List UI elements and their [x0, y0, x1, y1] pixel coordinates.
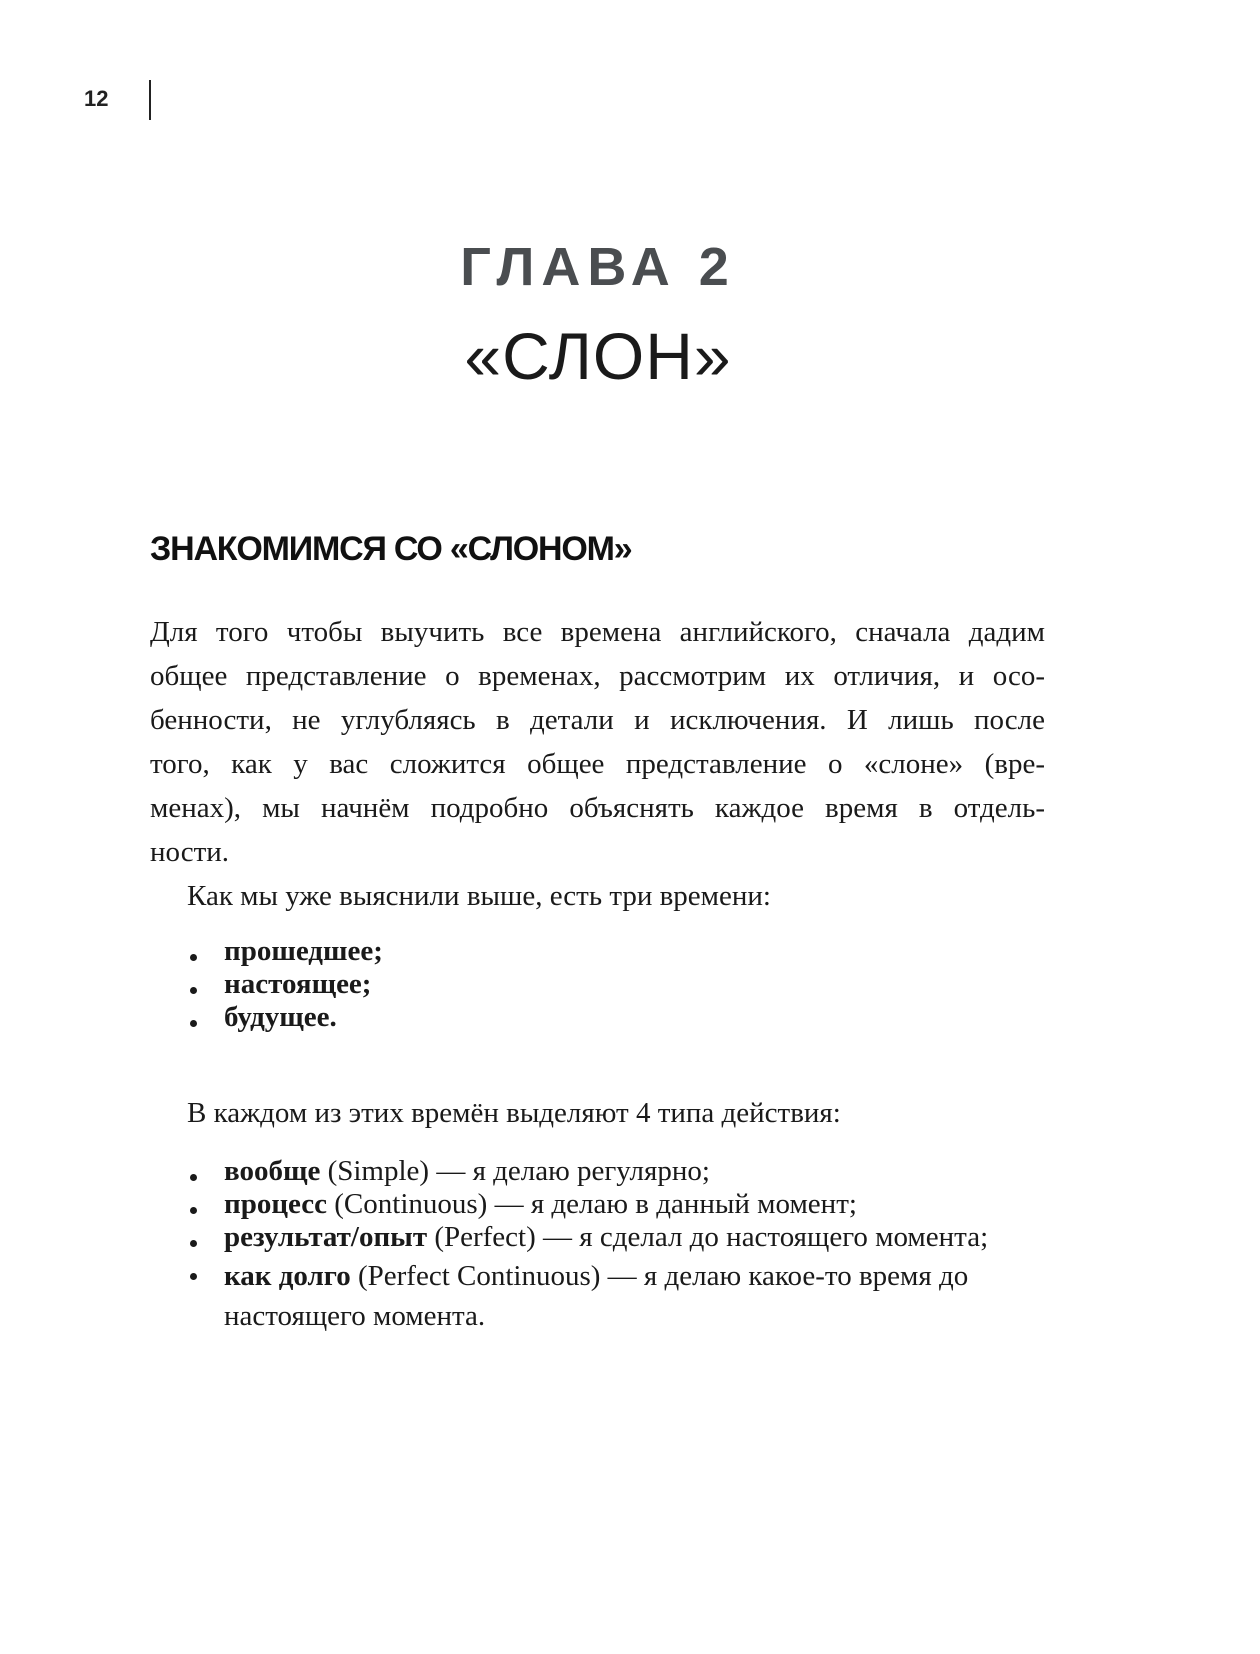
type-description: (Simple) — я делаю регулярно; — [320, 1155, 710, 1187]
header-divider — [149, 80, 151, 120]
type-term: результат/опыт — [224, 1221, 428, 1253]
type-term: процесс — [224, 1188, 328, 1220]
paragraph-line: Для того чтобы выучить все времена английского, сначала дадим — [150, 616, 1045, 648]
list-item — [150, 1221, 1050, 1254]
paragraph-line: ности. — [150, 836, 230, 868]
list-item — [150, 1254, 1030, 1336]
intro-paragraph — [150, 610, 1045, 874]
chapter-label: ГЛАВА 2 — [460, 237, 736, 297]
list-item — [150, 1155, 1050, 1188]
time-term: прошедшее; — [224, 935, 383, 967]
chapter-title: «СЛОН» — [464, 319, 732, 393]
type-term: вообще — [224, 1155, 321, 1187]
list-item — [150, 935, 383, 968]
list-item — [150, 1001, 383, 1034]
paragraph-line: бенности, не углубляясь в детали и исключения. И лишь после — [150, 704, 1045, 736]
paragraph-line: того, как у вас сложится общее представление о «слоне» (вре- — [150, 748, 1045, 780]
list-item — [150, 968, 383, 1001]
types-list — [150, 1155, 1050, 1336]
type-description: (Continuous) — я делаю в данный момент; — [327, 1188, 857, 1220]
times-list — [150, 935, 383, 1034]
times-intro: Как мы уже выяснили выше, есть три времени: — [187, 880, 771, 912]
types-intro: В каждом из этих времён выделяют 4 типа действия: — [187, 1097, 841, 1129]
section-heading: ЗНАКОМИМСЯ СО «СЛОНОМ» — [150, 530, 632, 568]
paragraph-line: менах), мы начнём подробно объяснять каждое время в отдель- — [150, 792, 1045, 824]
list-item — [150, 1188, 1050, 1221]
type-term: как долго — [224, 1260, 351, 1292]
time-term: будущее. — [224, 1001, 337, 1033]
page-number: 12 — [84, 86, 109, 111]
type-description: (Perfect) — я сделал до настоящего момента; — [427, 1221, 989, 1253]
time-term: настоящее; — [224, 968, 372, 1000]
paragraph-line: общее представление о временах, рассмотрим их отличия, и осо- — [150, 660, 1045, 692]
type-description: (Perfect Continuous) — я делаю какое-то время до настоящего момента. — [224, 1260, 969, 1332]
